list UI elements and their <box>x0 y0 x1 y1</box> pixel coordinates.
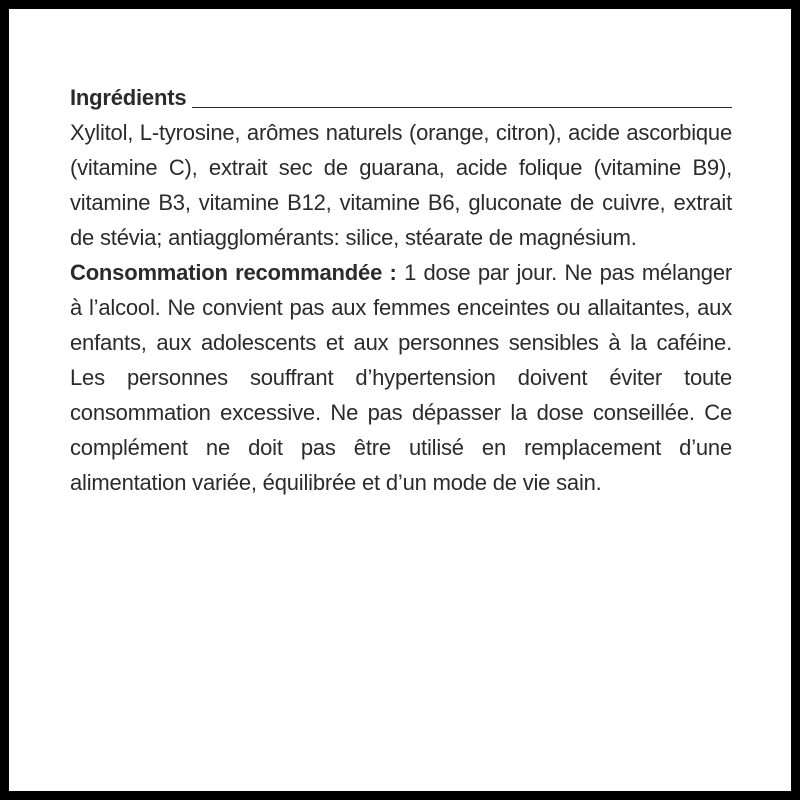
ingredients-text: Xylitol, L-tyrosine, arômes naturels (orange, citron), acide ascorbique (vitamine C), extrait sec de guarana, acide folique (vitamine B9), vitamine B3, vitamine B12, vitamine B6, gluconate de cuivre, extrait de stévia; antiagglomérants: silice, stéarate de magnésium. <box>70 120 732 250</box>
ingredients-heading-row <box>70 80 732 115</box>
heading-underline <box>192 107 732 108</box>
ingredients-heading: Ingrédients <box>70 85 187 110</box>
consumption-label: Consommation recommandée : <box>70 260 397 285</box>
label-content <box>70 80 732 500</box>
consumption-paragraph <box>70 255 732 500</box>
consumption-text: 1 dose par jour. Ne pas mélanger à l’alcool. Ne convient pas aux femmes enceintes ou allaitantes, aux enfants, aux adolescents et aux personnes sensibles à la caféine. Les personnes souffrant d’hypertension doivent éviter toute consommation excessive. Ne pas dépasser la dose conseillée. Ce complément ne doit pas être utilisé en remplacement d’une alimentation variée, équilibrée et d’un mode de vie sain. <box>70 260 732 495</box>
label-panel <box>9 9 791 791</box>
